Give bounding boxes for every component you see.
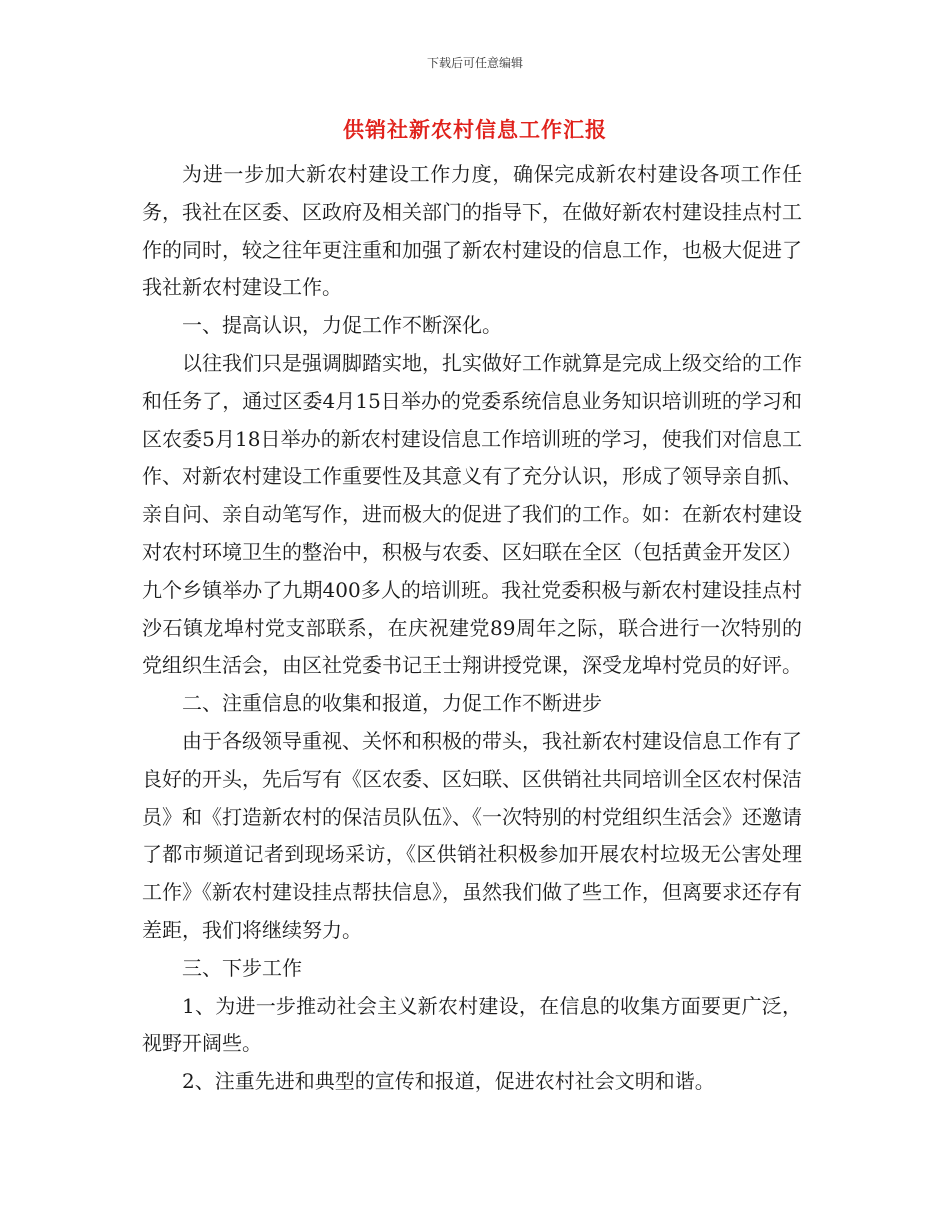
paragraph-section-2: 由于各级领导重视、关怀和积极的带头，我社新农村建设信息工作有了良好的开头，先后写有《区农委、区妇联、区供销社共同培训全区农村保洁员》和《打造新农村的保洁员队伍》、《一次特别的村党组织生活会》还邀请了都市频道记者到现场采访，《区供销社积极参加开展农村垃圾无公害处理工作》《新农村建设挂点帮扶信息》，虽然我们做了些工作，但离要求还存有差距，我们将继续努力。: [142, 728, 802, 942]
section-heading-1: 一、提高认识，力促工作不断深化。: [182, 313, 502, 338]
list-item-1: 1、为进一步推动社会主义新农村建设，在信息的收集方面要更广泛，视野开阔些。: [142, 993, 802, 1056]
document-body: [142, 156, 802, 1101]
paragraph-intro: 为进一步加大新农村建设工作力度，确保完成新农村建设各项工作任务，我社在区委、区政府及相关部门的指导下，在做好新农村建设挂点村工作的同时，较之往年更注重和加强了新农村建设的信息工作，也极大促进了我社新农村建设工作。: [142, 162, 802, 300]
list-item-2: 2、注重先进和典型的宣传和报道，促进农村社会文明和谐。: [182, 1069, 715, 1094]
page-header-note: 下载后可任意编辑: [426, 56, 523, 70]
document-title: 供销社新农村信息工作汇报: [343, 118, 607, 142]
section-heading-3: 三、下步工作: [182, 955, 302, 980]
paragraph-section-1: 以往我们只是强调脚踏实地，扎实做好工作就算是完成上级交给的工作和任务了，通过区委4月15日举办的党委系统信息业务知识培训班的学习和区农委5月18日举办的新农村建设信息工作培训班的学习，使我们对信息工作、对新农村建设工作重要性及其意义有了充分认识，形成了领导亲自抓、亲自问、亲自动笔写作，进而极大的促进了我们的工作。如：在新农村建设对农村环境卫生的整治中，积极与农委、区妇联在全区（包括黄金开发区）九个乡镇举办了九期400多人的培训班。我社党委积极与新农村建设挂点村沙石镇龙埠村党支部联系，在庆祝建党89周年之际，联合进行一次特别的党组织生活会，由区社党委书记王士翔讲授党课，深受龙埠村党员的好评。: [142, 350, 802, 678]
section-heading-2: 二、注重信息的收集和报道，力促工作不断进步: [182, 691, 602, 716]
